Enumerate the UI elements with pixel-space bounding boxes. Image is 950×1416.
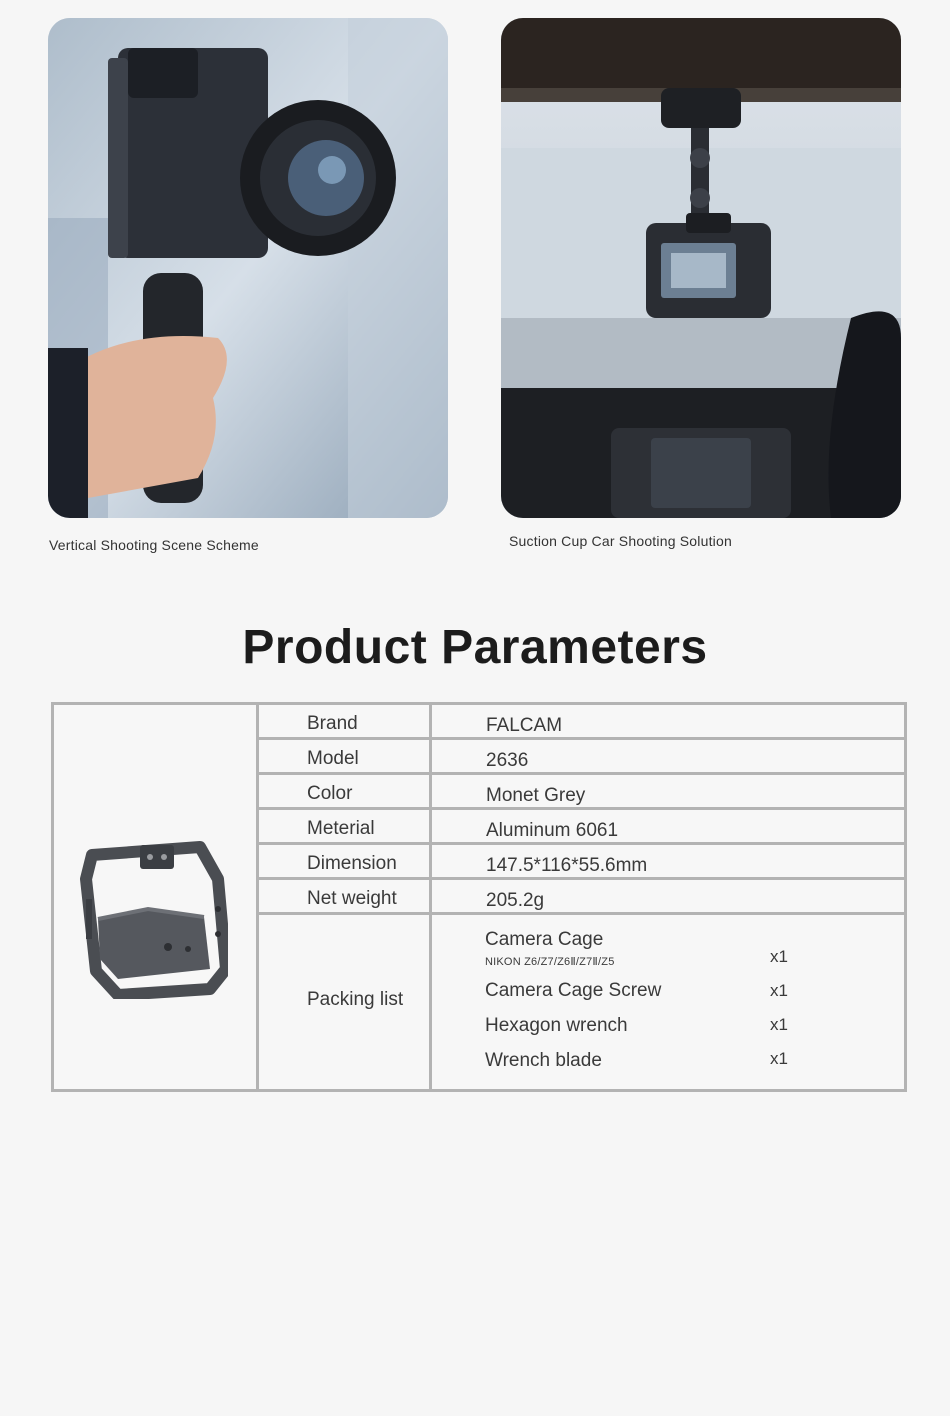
param-value-weight: 205.2g <box>486 890 545 911</box>
param-label-material: Meterial <box>307 818 375 839</box>
param-label-dimension: Dimension <box>307 853 397 874</box>
vertical-shooting-photo <box>48 18 448 518</box>
car-mount-caption: Suction Cup Car Shooting Solution <box>509 533 732 549</box>
param-row-material <box>259 810 904 845</box>
packing-item-compat: NIKON Z6/Z7/Z6Ⅱ/Z7Ⅱ/Z5 <box>485 956 615 968</box>
param-row-weight <box>259 880 904 915</box>
section-title: Product Parameters <box>242 621 708 674</box>
packing-item-name: Camera Cage <box>485 929 604 950</box>
param-label-model: Model <box>307 748 359 769</box>
vertical-shooting-caption: Vertical Shooting Scene Scheme <box>49 537 259 553</box>
packing-item-qty: x1 <box>770 981 788 1000</box>
param-label-color: Color <box>307 783 353 804</box>
packing-item-name: Camera Cage Screw <box>485 980 662 1001</box>
param-label-brand: Brand <box>307 713 358 734</box>
param-row-dimension <box>259 845 904 880</box>
product-image-cell <box>54 705 259 1089</box>
packing-list-row <box>259 915 904 1089</box>
packing-item-qty: x1 <box>770 1049 788 1068</box>
param-row-brand <box>259 705 904 740</box>
param-row-color <box>259 775 904 810</box>
param-value-dimension: 147.5*116*55.6mm <box>486 855 648 876</box>
packing-item-name: Wrench blade <box>485 1050 602 1071</box>
car-mount-photo <box>501 18 901 518</box>
param-value-material: Aluminum 6061 <box>486 820 619 841</box>
packing-item-qty: x1 <box>770 1015 788 1034</box>
packing-item-qty: x1 <box>770 947 788 966</box>
packing-item-name: Hexagon wrench <box>485 1015 628 1036</box>
param-value-model: 2636 <box>486 750 529 771</box>
param-value-brand: FALCAM <box>486 715 563 736</box>
param-label-weight: Net weight <box>307 888 397 909</box>
camera-cage-icon <box>78 839 228 999</box>
param-value-color: Monet Grey <box>486 785 586 806</box>
parameters-table <box>51 702 907 1092</box>
param-row-model <box>259 740 904 775</box>
packing-list-label: Packing list <box>307 989 404 1010</box>
